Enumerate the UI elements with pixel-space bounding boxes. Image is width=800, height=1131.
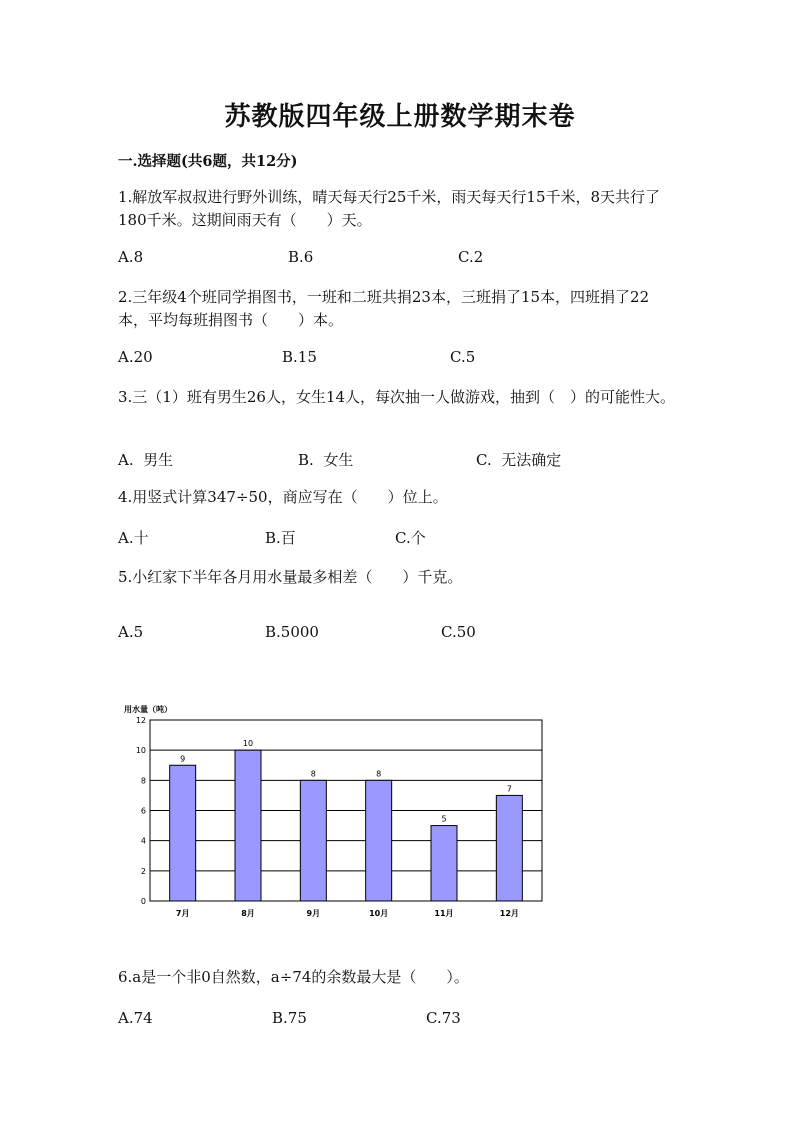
option-4a[interactable]: A.十 <box>118 529 149 547</box>
chart-y-tick-label: 6 <box>140 806 146 816</box>
question-1: 1.解放军叔叔进行野外训练，晴天每天行25千米，雨天每天行15千米，8天共行了180千米。这期间雨天有（ ）天。 <box>118 188 661 229</box>
option-2c[interactable]: C.5 <box>450 348 476 366</box>
option-4b[interactable]: B.百 <box>265 529 296 547</box>
option-5b[interactable]: B.5000 <box>265 623 319 641</box>
chart-y-tick-label: 2 <box>140 866 146 876</box>
chart-bar <box>235 750 261 901</box>
chart-bar <box>496 795 522 901</box>
chart-bar <box>366 780 392 901</box>
question-4: 4.用竖式计算347÷50，商应写在（ ）位上。 <box>118 488 448 506</box>
chart-data-label: 7 <box>506 784 512 794</box>
chart-y-tick-label: 8 <box>140 776 146 786</box>
chart-data-label: 10 <box>242 739 254 749</box>
option-3b[interactable]: B. 女生 <box>298 451 354 469</box>
option-6c[interactable]: C.73 <box>426 1009 461 1027</box>
chart-bar <box>431 826 457 901</box>
water-usage-bar-chart <box>118 700 558 926</box>
option-1c[interactable]: C.2 <box>458 248 484 266</box>
question-6: 6.a是一个非0自然数，a÷74的余数最大是（ ）。 <box>118 968 469 986</box>
chart-x-tick-label: 7月 <box>175 909 190 918</box>
question-3: 3.三（1）班有男生26人，女生14人，每次抽一人做游戏，抽到（ ）的可能性大。 <box>118 388 676 406</box>
option-2b[interactable]: B.15 <box>282 348 317 366</box>
chart-bar <box>170 765 196 901</box>
chart-data-label: 9 <box>180 754 186 764</box>
chart-y-tick-label: 10 <box>135 746 146 756</box>
question-5: 5.小红家下半年各月用水量最多相差（ ）千克。 <box>118 568 463 586</box>
option-6b[interactable]: B.75 <box>272 1009 307 1027</box>
chart-data-label: 8 <box>310 769 316 779</box>
chart-bar <box>300 780 326 901</box>
option-3c[interactable]: C. 无法确定 <box>476 451 562 469</box>
chart-y-tick-label: 4 <box>140 836 146 846</box>
option-3a[interactable]: A. 男生 <box>118 451 174 469</box>
option-1a[interactable]: A.8 <box>118 248 144 266</box>
section-heading: 一.选择题(共6题，共12分) <box>118 153 298 170</box>
chart-y-tick-label: 12 <box>135 716 146 725</box>
chart-data-label: 5 <box>441 814 447 824</box>
chart-y-tick-label: 0 <box>140 897 146 906</box>
chart-x-tick-label: 9月 <box>306 909 321 918</box>
option-6a[interactable]: A.74 <box>118 1009 153 1027</box>
option-4c[interactable]: C.个 <box>395 529 426 547</box>
question-2: 2.三年级4个班同学捐图书，一班和二班共捐23本，三班捐了15本，四班捐了22本，平均每班捐图书（ ）本。 <box>118 288 650 329</box>
chart-data-label: 8 <box>376 769 382 779</box>
page-title: 苏教版四年级上册数学期末卷 <box>224 102 576 132</box>
chart-x-tick-label: 10月 <box>369 909 389 918</box>
chart-x-tick-label: 11月 <box>434 909 454 918</box>
option-5a[interactable]: A.5 <box>118 623 144 641</box>
option-2a[interactable]: A.20 <box>118 348 153 366</box>
option-5c[interactable]: C.50 <box>441 623 476 641</box>
option-1b[interactable]: B.6 <box>288 248 314 266</box>
chart-x-tick-label: 8月 <box>241 909 255 918</box>
chart-y-label: 用水量（吨） <box>124 705 172 714</box>
chart-x-tick-label: 12月 <box>499 909 519 918</box>
